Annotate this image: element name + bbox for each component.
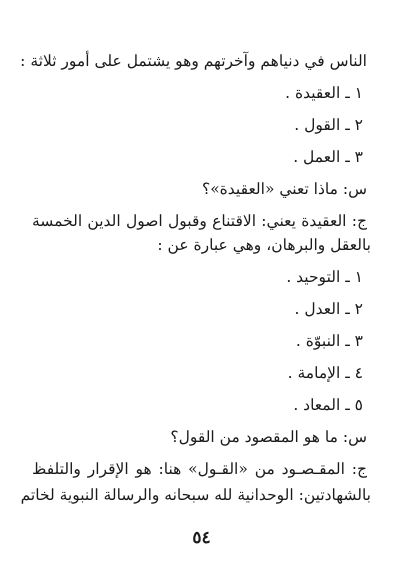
answer-creed-line-2: بالعقل والبرهان، وهي عبارة عن : [157, 236, 371, 254]
list-item-resurrection: ٥ ـ المعاد . [293, 396, 363, 414]
list-item-justice: ٢ ـ العدل . [294, 300, 363, 318]
list-item-prophethood: ٣ ـ النبوّة . [295, 332, 363, 350]
page-number: ٥٤ [192, 528, 211, 548]
list-item-creed: ١ ـ العقيدة . [285, 84, 363, 102]
question-speech: س: ما هو المقصود من القول؟ [170, 428, 367, 446]
list-item-imamate: ٤ ـ الإمامة . [287, 364, 363, 382]
list-item-tawhid: ١ ـ التوحيد . [286, 268, 363, 286]
intro-text-line: الناس في دنياهم وآخرتهم وهو يشتمل على أمور ثلاثة : [20, 52, 367, 70]
answer-speech-line-1: ج: المقـصـود من «القـول» هنا: هو الإقرار والتلفظ [32, 460, 367, 478]
answer-speech-line-2: بالشهادتين: الوحدانية لله سبحانه والرسالة النبوية لخاتم [20, 486, 371, 504]
question-creed: س: ماذا تعني «العقيدة»؟ [201, 180, 367, 198]
answer-creed-line-1: ج: العقيدة يعني: الاقتناع وقبول اصول الدين الخمسة [32, 212, 367, 230]
list-item-deed: ٣ ـ العمل . [293, 148, 363, 166]
list-item-speech: ٢ ـ القول . [294, 116, 363, 134]
